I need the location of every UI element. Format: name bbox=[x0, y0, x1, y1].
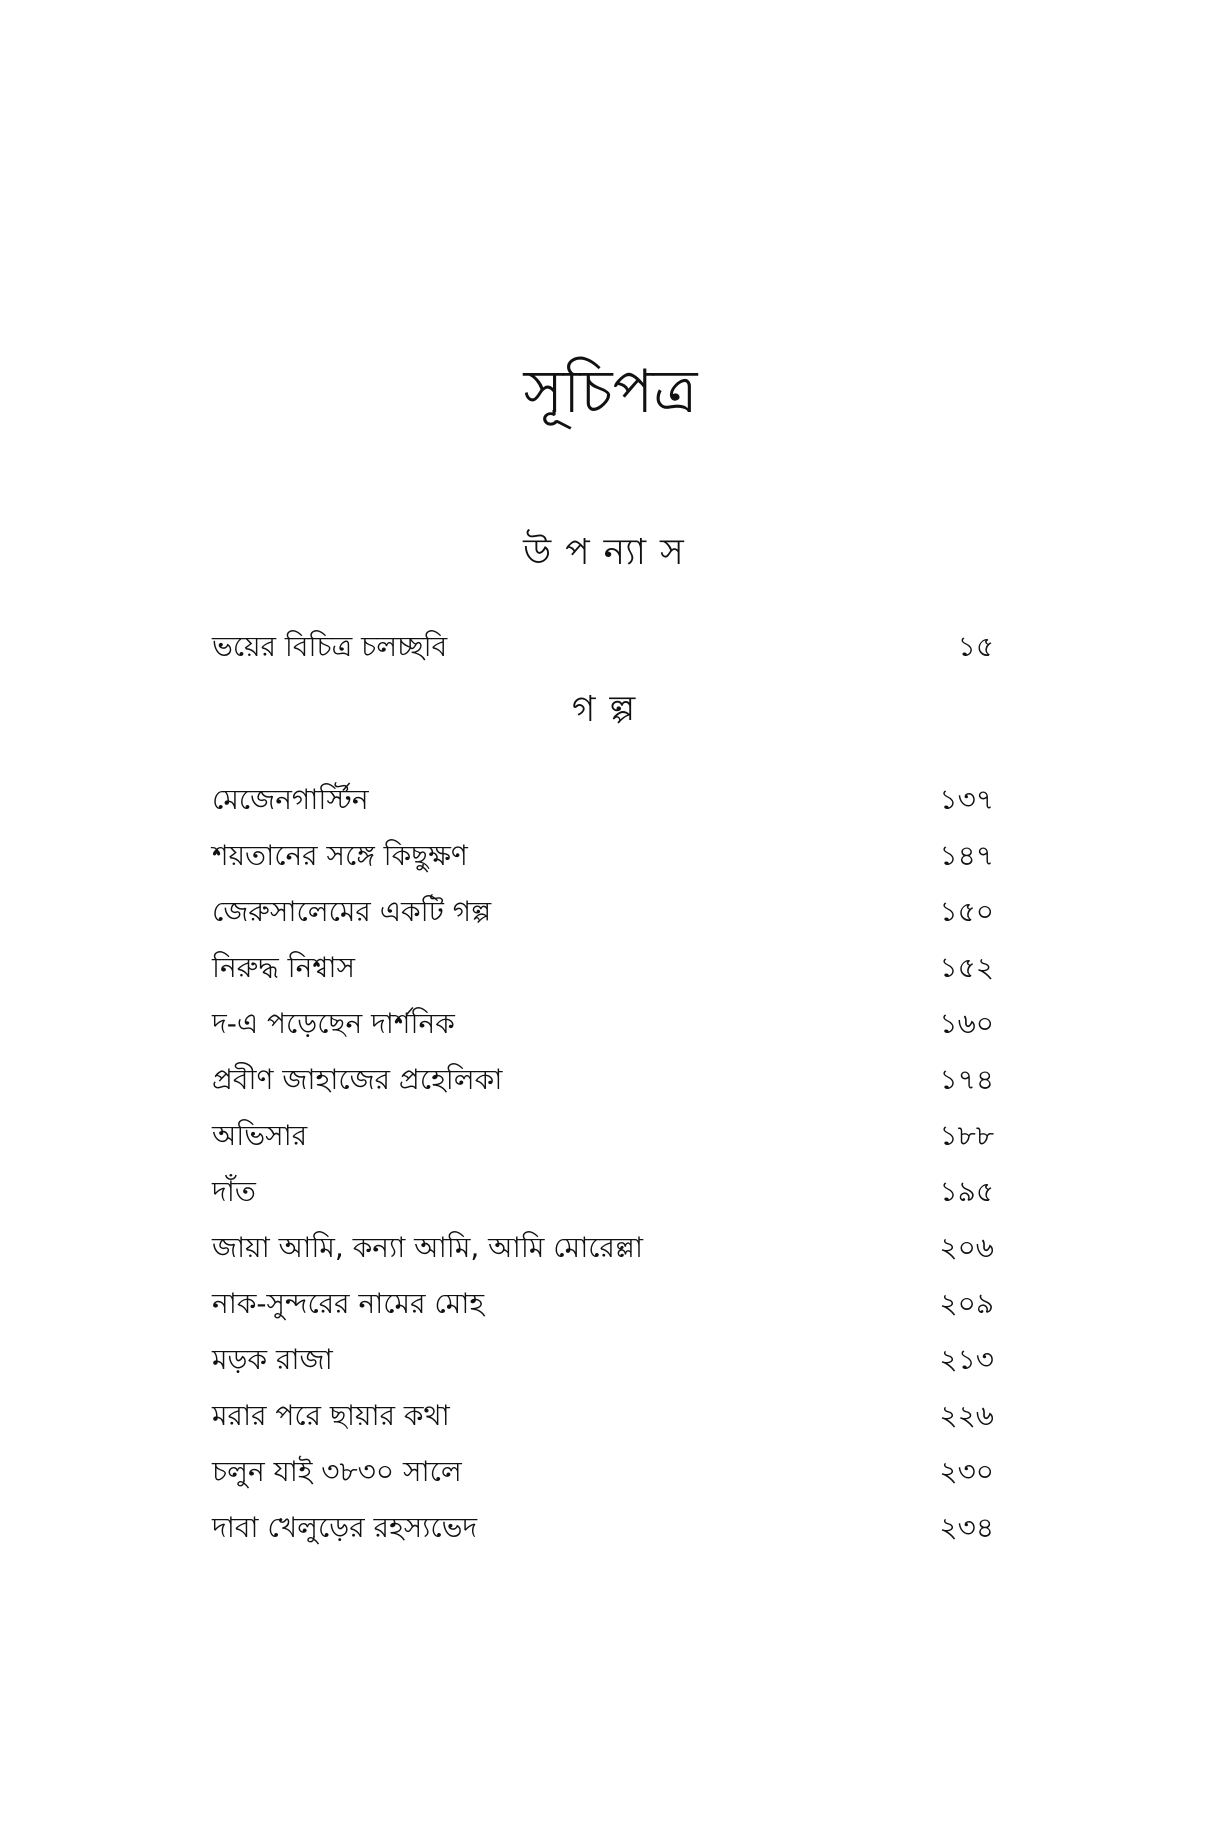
toc-entry-title: দ-এ পড়েছেন দার্শনিক bbox=[212, 1007, 455, 1040]
toc-entry-title: নিরুদ্ধ নিশ্বাস bbox=[212, 951, 355, 984]
toc-entry-title: শয়তানের সঙ্গে কিছুক্ষণ bbox=[212, 839, 468, 872]
toc-entry-title: দাঁত bbox=[212, 1175, 256, 1208]
toc-entry-page: ১৭৪ bbox=[939, 1063, 994, 1096]
toc-entry bbox=[212, 1108, 994, 1164]
toc-entry-page: ১৫ bbox=[957, 630, 994, 663]
toc-entry-page: ১৯৫ bbox=[939, 1175, 994, 1208]
toc-entry-page: ২২৬ bbox=[939, 1399, 994, 1432]
toc-list-stories bbox=[212, 772, 994, 1556]
toc-entry bbox=[212, 1220, 994, 1276]
toc-entry bbox=[212, 619, 994, 675]
toc-entry-title: অভিসার bbox=[212, 1119, 308, 1152]
page-title: সূচিপত্র bbox=[523, 357, 698, 427]
toc-entry-title: জায়া আমি, কন্যা আমি, আমি মোরেল্লা bbox=[212, 1231, 643, 1264]
toc-entry bbox=[212, 1332, 994, 1388]
toc-entry-title: চলুন যাই ৩৮৩০ সালে bbox=[212, 1455, 462, 1488]
toc-entry-page: ২১৩ bbox=[939, 1343, 994, 1376]
toc-entry-title: মরার পরে ছায়ার কথা bbox=[212, 1399, 450, 1432]
toc-entry-page: ২০৯ bbox=[939, 1287, 994, 1320]
toc-entry-page: ১৮৮ bbox=[939, 1119, 994, 1152]
toc-list-novel bbox=[212, 619, 994, 675]
toc-entry-page: ২৩০ bbox=[939, 1455, 994, 1488]
section-heading-stories: গল্প bbox=[571, 689, 650, 730]
toc-entry-page: ১৪৭ bbox=[939, 839, 994, 872]
toc-entry-title: প্রবীণ জাহাজের প্রহেলিকা bbox=[212, 1063, 503, 1096]
section-heading-novel: উপন্যাস bbox=[523, 532, 698, 573]
toc-entry bbox=[212, 1052, 994, 1108]
toc-entry-page: ১৫০ bbox=[939, 895, 994, 928]
toc-entry-title: জেরুসালেমের একটি গল্প bbox=[212, 895, 492, 928]
toc-entry bbox=[212, 1444, 994, 1500]
toc-entry bbox=[212, 1500, 994, 1556]
toc-entry bbox=[212, 1164, 994, 1220]
toc-entry bbox=[212, 1276, 994, 1332]
toc-entry-title: নাক-সুন্দরের নামের মোহ bbox=[212, 1287, 485, 1320]
toc-entry-page: ২০৬ bbox=[939, 1231, 994, 1264]
toc-entry-page: ২৩৪ bbox=[939, 1511, 994, 1544]
toc-entry bbox=[212, 940, 994, 996]
toc-entry-title: ভয়ের বিচিত্র চলচ্ছবি bbox=[212, 630, 448, 663]
toc-entry bbox=[212, 996, 994, 1052]
toc-entry bbox=[212, 884, 994, 940]
toc-entry-title: দাবা খেলুড়ের রহস্যভেদ bbox=[212, 1511, 478, 1544]
toc-entry bbox=[212, 1388, 994, 1444]
toc-entry-page: ১৫২ bbox=[939, 951, 994, 984]
toc-entry bbox=[212, 828, 994, 884]
toc-entry-page: ১৩৭ bbox=[939, 783, 994, 816]
toc-entry-title: মেজেনগার্স্টিন bbox=[212, 783, 369, 816]
toc-entry-page: ১৬০ bbox=[939, 1007, 994, 1040]
toc-entry bbox=[212, 772, 994, 828]
toc-entry-title: মড়ক রাজা bbox=[212, 1343, 333, 1376]
